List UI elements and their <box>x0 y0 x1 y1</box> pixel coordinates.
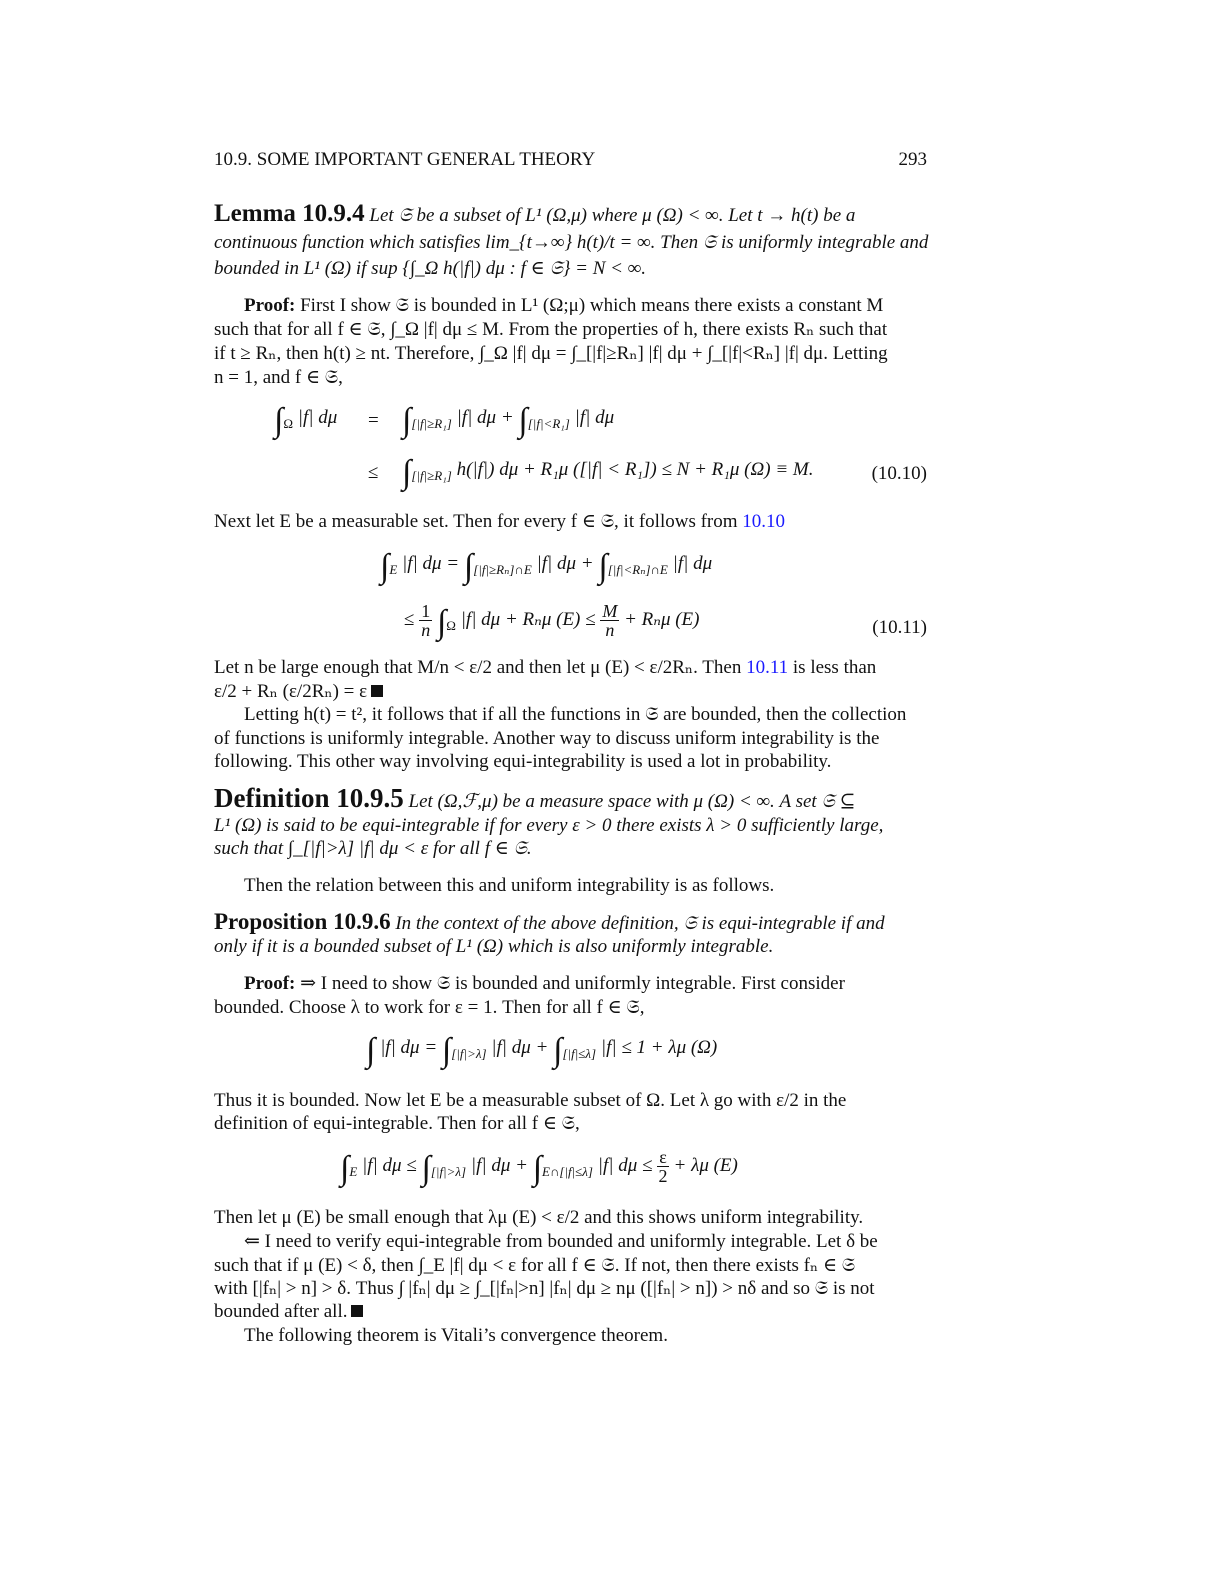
eq1010-row1-rhs: $\int_{[|f|\ge R_1]}$ |f| $d\mu + \int_{[|f|<R_1]}$ |f| dμ <box>402 402 615 439</box>
lemma-line-2: continuous function which satisfies lim_{t→∞} h(t)/t = ∞. Then 𝔖 is uniformly integrable and <box>214 232 929 253</box>
definition-line-3: such that ∫_[|f|>λ] |f| dμ < ε for all f ∈ 𝔖. <box>214 838 532 859</box>
lemma-label: Lemma 10.9.4 <box>214 200 365 227</box>
lemma-text-1: Let 𝔖 be a subset of L¹ (Ω,μ) where μ (Ω) < ∞. Let t → h(t) be a <box>369 205 856 226</box>
page-number: 293 <box>898 149 927 170</box>
proof1-text-1: First I show 𝔖 is bounded in L¹ (Ω;μ) which means there exists a constant M <box>300 295 884 316</box>
eq1010-number: (10.10) <box>871 463 927 484</box>
proof2-line-10: The following theorem is Vitali’s convergence theorem. <box>244 1325 668 1346</box>
eq1011-row2: ≤ $\frac{1}{n}$ $\int_\Omega$ |f| dμ + Rₙμ (E) ≤ $\frac{M}{n}$ + Rₙμ (E) <box>404 601 700 641</box>
proof2-label: Proof: <box>244 973 296 994</box>
after1011-line-2: ε/2 + Rₙ (ε/2Rₙ) = ε <box>214 680 927 704</box>
proof2-eq1: ∫ |f| $d\mu = \int_{[|f|>\lambda]}$ |f| $d\mu + \int_{[|f|\le\lambda]}$ |f| ≤ 1 + λμ (Ω) <box>366 1032 718 1069</box>
proof1-line-2: such that for all f ∈ 𝔖, ∫_Ω |f| dμ ≤ M. From the properties of h, there exists Rₙ such that <box>214 319 888 340</box>
eq1010-row2-rel: ≤ <box>368 462 379 483</box>
definition-line-2: L¹ (Ω) is said to be equi-integrable if for every ε > 0 there exists λ > 0 sufficiently large, <box>214 815 884 836</box>
proof1-line-1 <box>214 294 927 318</box>
eq1010-row1-lhs: $\int_\Omega$ |f| dμ <box>274 402 338 439</box>
proposition-line-1: Proposition 10.9.6 In the context of the above definition, 𝔖 is equi-integrable if and <box>214 909 885 934</box>
eq1010-row2-rhs: $\int_{[|f|\ge R_1]}$ h(|f|) dμ + R₁μ ([|f| < R₁]) ≤ N + R₁μ (Ω) ≡ M. <box>402 454 814 491</box>
proposition-line-2: only if it is a bounded subset of L¹ (Ω) which is also uniformly integrable. <box>214 936 774 957</box>
proposition-label: Proposition 10.9.6 <box>214 909 391 934</box>
proof2-line-6: ⇐ I need to verify equi-integrable from bounded and uniformly integrable. Let δ be <box>244 1231 878 1252</box>
proof2-line-4: definition of equi-integrable. Then for all f ∈ 𝔖, <box>214 1113 580 1134</box>
eq1011-number: (10.11) <box>872 617 927 638</box>
proof1-line-4: n = 1, and f ∈ 𝔖, <box>214 367 343 388</box>
definition-line-1: Definition 10.9.5 Let (Ω,ℱ,μ) be a measure space with μ (Ω) < ∞. A set 𝔖 ⊆ <box>214 783 856 813</box>
after1011-line-5: following. This other way involving equi-integrability is used a lot in probability. <box>214 751 832 772</box>
proof2-line-2: bounded. Choose λ to work for ε = 1. Then for all f ∈ 𝔖, <box>214 997 645 1018</box>
proof1-label: Proof: <box>244 295 296 316</box>
lemma-line-3: bounded in L¹ (Ω) if sup {∫_Ω h(|f|) dμ : f ∈ 𝔖} = N < ∞. <box>214 258 646 279</box>
qed-square-icon <box>351 1305 363 1317</box>
proof1-line-3: if t ≥ Rₙ, then h(t) ≥ nt. Therefore, ∫_Ω |f| dμ = ∫_[|f|≥Rₙ] |f| dμ + ∫_[|f|<Rₙ] |f| dμ. Letting <box>214 343 888 364</box>
relation-text: Then the relation between this and uniform integrability is as follows. <box>244 875 775 896</box>
eq1011-row1: $\int_E$ |f| $d\mu = \int_{[|f|\ge R_n]\cap E}$ |f| $d\mu + \int_{[|f|<R_n]\cap E}$ |f| dμ <box>380 548 713 585</box>
proof2-line-9: bounded after all. <box>214 1300 927 1324</box>
proof2-line-1: Proof: ⇒ I need to show 𝔖 is bounded and uniformly integrable. First consider <box>214 972 927 996</box>
definition-label: Definition 10.9.5 <box>214 783 404 813</box>
next-text-line: Next let E be a measurable set. Then for every f ∈ 𝔖, it follows from 10.10 <box>214 511 786 532</box>
proof2-line-5: Then let μ (E) be small enough that λμ (E) < ε/2 and this shows uniform integrability. <box>214 1207 864 1228</box>
proof2-eq2: $\int_E$ |f| $d\mu \le \int_{[|f|>\lambda]}$ |f| $d\mu + \int_{E\cap[|f|\le\lambda]}$ |f| dμ ≤ $\frac{\varepsilon}{2}$ + λμ (E) <box>340 1147 738 1187</box>
eq1010-row1-rel: = <box>368 410 379 431</box>
after1011-line-3: Letting h(t) = t², it follows that if all the functions in 𝔖 are bounded, then the collection <box>244 704 907 725</box>
lemma-line-1 <box>214 202 927 228</box>
running-head <box>214 148 927 172</box>
proof2-line-8: with [|fₙ| > n] > δ. Thus ∫ |fₙ| dμ ≥ ∫_[|fₙ|>n] |fₙ| dμ ≥ nμ ([|fₙ| > n]) > nδ and so 𝔖 is not <box>214 1278 875 1299</box>
proof2-line-7: such that if μ (E) < δ, then ∫_E |f| dμ < ε for all f ∈ 𝔖. If not, then there exists fₙ ∈ 𝔖 <box>214 1255 856 1276</box>
ref-10-10[interactable]: 10.10 <box>742 511 786 532</box>
after1011-line-1: Let n be large enough that M/n < ε/2 and then let μ (E) < ε/2Rₙ. Then 10.11 is less than <box>214 657 877 678</box>
after1011-line-4: of functions is uniformly integrable. Another way to discuss uniform integrability is the <box>214 728 880 749</box>
section-title: 10.9. SOME IMPORTANT GENERAL THEORY <box>214 149 596 170</box>
qed-square-icon <box>371 685 383 697</box>
proof2-line-3: Thus it is bounded. Now let E be a measurable subset of Ω. Let λ go with ε/2 in the <box>214 1090 847 1111</box>
ref-10-11[interactable]: 10.11 <box>746 657 789 678</box>
